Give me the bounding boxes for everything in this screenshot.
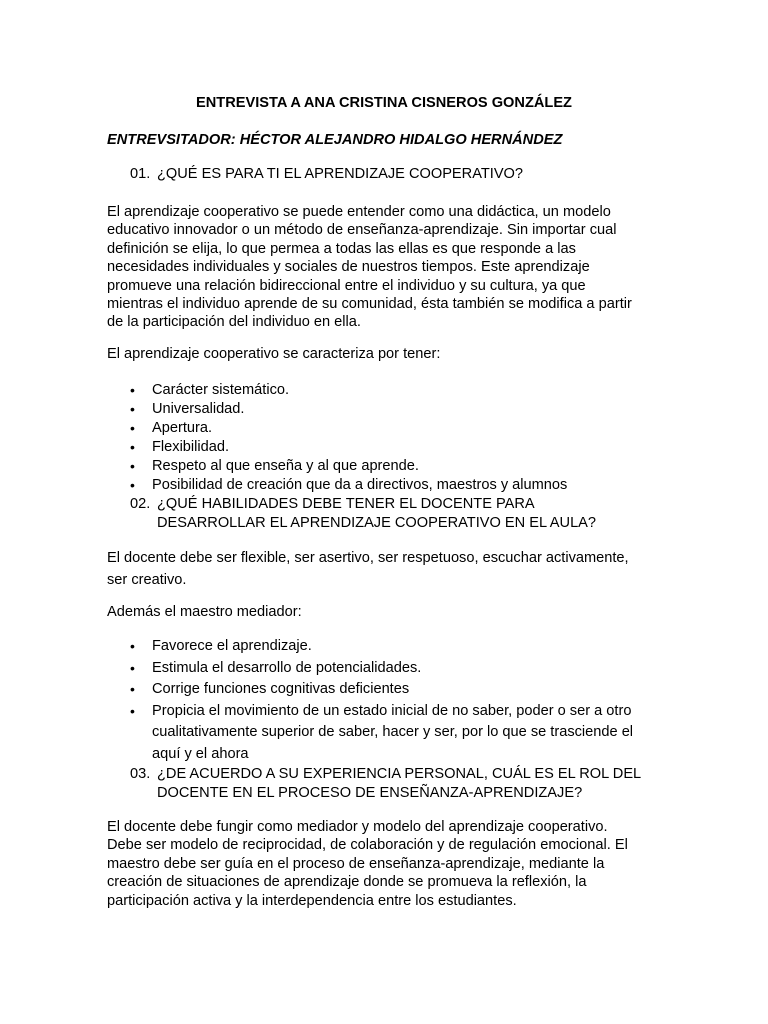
list-item xyxy=(107,400,567,419)
paragraph-line: promueve una relación bidireccional entre el individuo y su cultura, ya que xyxy=(107,277,586,294)
question-text: DOCENTE EN EL PROCESO DE ENSEÑANZA-APRENDIZAJE? xyxy=(157,784,583,801)
paragraph-line: participación activa y la interdependencia entre los estudiantes. xyxy=(107,892,517,909)
paragraph-line: El aprendizaje cooperativo se puede entender como una didáctica, un modelo xyxy=(107,204,611,220)
question-number: 02. xyxy=(130,496,151,512)
list-item-text: Corrige funciones cognitivas deficientes xyxy=(152,681,410,697)
list-item-text: Flexibilidad. xyxy=(152,439,230,456)
paragraph-line: mientras el individuo aprende de su comunidad, ésta también se modifica a partir xyxy=(107,296,632,313)
answer-2-intro: Además el maestro mediador: xyxy=(107,604,302,620)
paragraph-line: ser creativo. xyxy=(107,571,187,588)
bullet-marker: • xyxy=(130,439,135,456)
bullet-marker: • xyxy=(130,681,135,697)
list-item-text: Propicia el movimiento de un estado inicial de no saber, poder o ser a otro xyxy=(152,702,632,719)
bullet-marker: • xyxy=(130,382,135,398)
list-item xyxy=(107,679,633,701)
list-item-text: Estimula el desarrollo de potencialidades. xyxy=(152,659,422,676)
bullet-marker: • xyxy=(130,638,135,654)
answer-3-paragraph xyxy=(107,818,667,910)
mediator-list xyxy=(107,636,633,765)
paragraph-line: educativo innovador o un método de enseñanza-aprendizaje. Sin importar cual xyxy=(107,222,617,239)
paragraph-line: maestro debe ser guía en el proceso de enseñanza-aprendizaje, mediante la xyxy=(107,855,605,872)
list-item xyxy=(107,701,633,766)
question-number: 03. xyxy=(130,766,151,782)
list-item-text: Favorece el aprendizaje. xyxy=(152,638,312,654)
list-item-text: Universalidad. xyxy=(152,401,245,418)
list-item xyxy=(107,438,567,457)
list-item xyxy=(107,658,633,680)
question-number: 01. xyxy=(130,166,151,182)
answer-1-intro: El aprendizaje cooperativo se caracteriza por tener: xyxy=(107,346,441,362)
list-item xyxy=(107,476,567,495)
list-item xyxy=(107,381,567,400)
question-3 xyxy=(130,765,641,802)
question-text: DESARROLLAR EL APRENDIZAJE COOPERATIVO EN EL AULA? xyxy=(157,514,597,531)
list-item-text: Apertura. xyxy=(152,420,213,437)
paragraph-line: Debe ser modelo de reciprocidad, de colaboración y de regulación emocional. El xyxy=(107,837,628,854)
bullet-marker: • xyxy=(130,458,135,475)
bullet-marker: • xyxy=(130,420,135,437)
answer-1-paragraph xyxy=(107,203,667,332)
list-item xyxy=(107,457,567,476)
bullet-marker: • xyxy=(130,702,135,719)
paragraph-line: creación de situaciones de aprendizaje donde se promueva la reflexión, la xyxy=(107,874,587,891)
question-2 xyxy=(130,495,596,532)
list-item-text: Respeto al que enseña y al que aprende. xyxy=(152,458,419,475)
list-item-text: cualitativamente superior de saber, hacer y ser, por lo que se trasciende el xyxy=(152,724,634,740)
paragraph-line: necesidades individuales y sociales de nuestros tiempos. Este aprendizaje xyxy=(107,259,590,276)
question-text: ¿DE ACUERDO A SU EXPERIENCIA PERSONAL, CUÁL ES EL ROL DEL xyxy=(157,766,642,782)
bullet-marker: • xyxy=(130,401,135,418)
characteristics-list xyxy=(107,381,567,496)
paragraph-line: definición se elija, lo que permea a todas las ellas es que responde a las xyxy=(107,240,576,257)
list-item xyxy=(107,419,567,438)
list-item-text: aquí y el ahora xyxy=(152,745,249,762)
list-item-text: Carácter sistemático. xyxy=(152,382,290,398)
answer-2-paragraph xyxy=(107,548,667,591)
paragraph-line: El docente debe fungir como mediador y modelo del aprendizaje cooperativo. xyxy=(107,819,608,835)
list-item xyxy=(107,636,633,658)
list-item-text: Posibilidad de creación que da a directivos, maestros y alumnos xyxy=(152,477,568,494)
interviewer-line: ENTREVSITADOR: HÉCTOR ALEJANDRO HIDALGO HERNÁNDEZ xyxy=(107,132,563,148)
question-1 xyxy=(130,165,523,184)
question-text: ¿QUÉ ES PARA TI EL APRENDIZAJE COOPERATIVO? xyxy=(157,166,524,182)
bullet-marker: • xyxy=(130,659,135,676)
bullet-marker: • xyxy=(130,477,135,494)
question-text: ¿QUÉ HABILIDADES DEBE TENER EL DOCENTE PARA xyxy=(157,496,535,512)
paragraph-line: El docente debe ser flexible, ser asertivo, ser respetuoso, escuchar activamente, xyxy=(107,550,629,566)
paragraph-line: de la participación del individuo en ella. xyxy=(107,314,361,331)
document-title: ENTREVISTA A ANA CRISTINA CISNEROS GONZÁLEZ xyxy=(196,95,572,111)
